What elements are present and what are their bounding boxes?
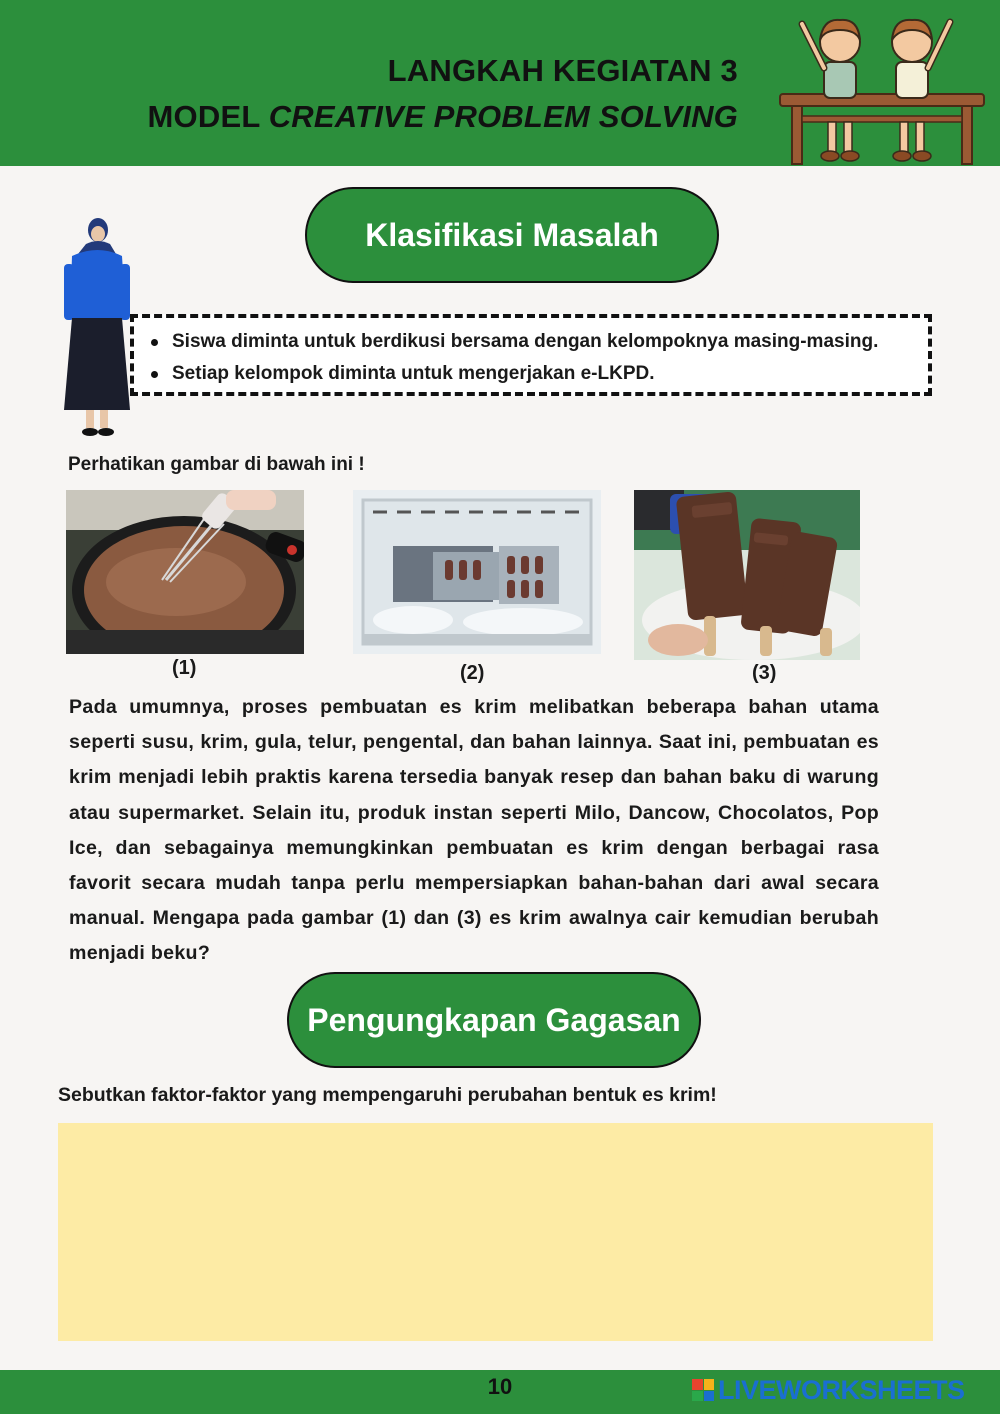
image-instruction: Perhatikan gambar di bawah ini !	[68, 454, 365, 475]
section-title-pengungkapan: Pengungkapan Gagasan	[287, 972, 701, 1068]
title-line-2-prefix: MODEL	[147, 99, 269, 134]
title-line-2	[148, 94, 738, 140]
brand-name: LIVEWORKSHEETS	[718, 1374, 965, 1405]
title-line-1: LANGKAH KEGIATAN 3	[387, 53, 738, 88]
children-bench-illustration	[778, 4, 986, 166]
image-caption-2: (2)	[460, 662, 485, 684]
instruction-bullets-box	[130, 314, 932, 396]
image-caption-1: (1)	[172, 657, 197, 679]
photo-freezer-molds	[353, 490, 601, 654]
liveworksheets-logo-icon	[692, 1379, 714, 1401]
title-line-2-italic: CREATIVE PROBLEM SOLVING	[268, 99, 738, 134]
liveworksheets-brand[interactable]	[692, 1375, 965, 1405]
photo-cooking-chocolate	[66, 490, 304, 654]
answer-input[interactable]	[58, 1123, 933, 1341]
bullet-list	[148, 326, 928, 390]
section-title-klasifikasi: Klasifikasi Masalah	[305, 187, 719, 283]
photo-chocolate-popsicles	[634, 490, 860, 660]
body-paragraph: Pada umumnya, proses pembuatan es krim melibatkan beberapa bahan utama seperti susu, krim, gula, telur, pengental, dan bahan lainnya. Saat ini, pembuatan es krim menjadi lebih praktis karena tersedia banyak resep dan bahan baku di warung atau supermarket. Selain itu, produk instan seperti Milo, Dancow, Chocolatos, Pop Ice, dan sebagainya memungkinkan pembuatan es krim dengan berbagai rasa favorit secara mudah tanpa perlu mempersiapkan bahan-bahan dari awal secara manual. Mengapa pada gambar (1) dan (3) es krim awalnya cair kemudian berubah menjadi beku?	[69, 696, 879, 965]
bullet-item: Siswa diminta untuk berdikusi bersama dengan kelompoknya masing-masing.	[148, 326, 928, 358]
page-title	[148, 48, 738, 140]
page-number: 10	[487, 1374, 513, 1399]
question-text: Sebutkan faktor-faktor yang mempengaruhi perubahan bentuk es krim!	[58, 1084, 717, 1106]
bullet-item: Setiap kelompok diminta untuk mengerjakan e-LKPD.	[148, 358, 928, 390]
image-caption-3: (3)	[752, 662, 777, 684]
teacher-photo	[58, 214, 136, 440]
